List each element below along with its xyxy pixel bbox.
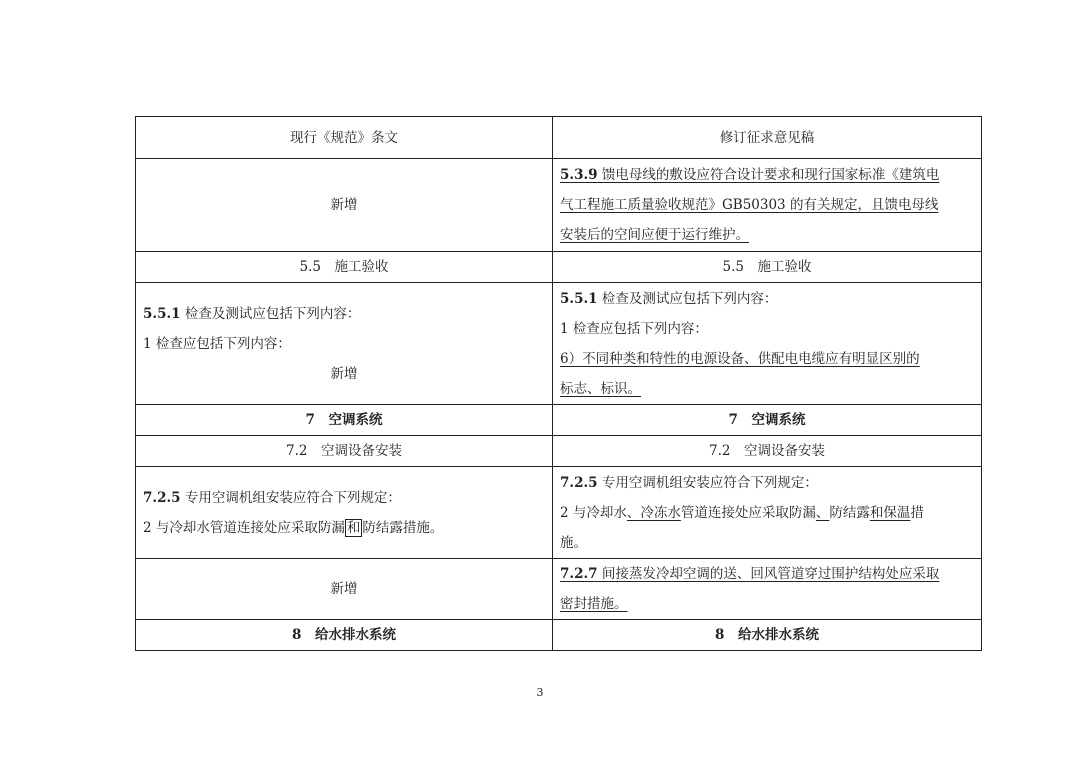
cell-new-727: 新增: [136, 559, 553, 620]
table-header-row: [136, 117, 982, 159]
clause-551-right-line2: 1 检查应包括下列内容：: [560, 320, 708, 337]
cell-new-539: 新增: [136, 159, 553, 252]
table-row: [136, 436, 982, 467]
clause-539-line1: 5.3.9 馈电母线的敷设应符合设计要求和现行国家标准《建筑电: [560, 167, 940, 183]
cell-551-revision: [553, 283, 982, 405]
cell-727-revision: [553, 559, 982, 620]
table-row: [136, 405, 982, 436]
clause-551-left-line2: 1 检查应包括下列内容：: [143, 335, 291, 352]
clause-727-line2: 密封措施。: [560, 596, 628, 612]
clause-539-line3: 安装后的空间应便于运行维护。: [560, 227, 749, 243]
clause-539-line2: 气工程施工质量验收规范》GB50303 的有关规定，且馈电母线: [560, 197, 939, 213]
table-row: [136, 620, 982, 651]
comparison-table: [135, 116, 982, 651]
cell-new-551: 新增: [330, 365, 358, 382]
clause-725-right-line1: 7.2.5 专用空调机组安装应符合下列规定：: [560, 474, 818, 491]
clause-725-left-line2: 2 与冷却水管道连接处应采取防漏 和 防结露措施。: [143, 519, 444, 536]
table-row: [136, 559, 982, 620]
cell-551-current: [136, 283, 553, 405]
chapter-8-left: 8 给水排水系统: [136, 620, 553, 651]
page-number: 3: [536, 686, 544, 699]
table-row: [136, 467, 982, 559]
table-row: [136, 159, 982, 252]
chapter-7-left: 7 空调系统: [136, 405, 553, 436]
clause-551-left-line1: 5.5.1 检查及测试应包括下列内容：: [143, 305, 361, 322]
chapter-7-right: 7 空调系统: [553, 405, 982, 436]
header-revision-draft: 修订征求意见稿: [553, 117, 982, 159]
clause-551-right-line1: 5.5.1 检查及测试应包括下列内容：: [560, 290, 778, 307]
cell-725-revision: [553, 467, 982, 559]
table-row: [136, 252, 982, 283]
cell-725-current: [136, 467, 553, 559]
section-72-left: 7.2 空调设备安装: [136, 436, 553, 467]
deleted-word-box: 和: [346, 519, 361, 536]
clause-551-right-line3: 6）不同种类和特性的电源设备、供配电电缆应有明显区别的: [560, 350, 920, 367]
table-row: [136, 283, 982, 405]
cell-539-revision: [553, 159, 982, 252]
clause-725-left-line1: 7.2.5 专用空调机组安装应符合下列规定：: [143, 489, 401, 506]
clause-725-right-line2: 2 与冷却水、冷冻水管道连接处应采取防漏、防结露和保温措: [560, 504, 924, 521]
section-55-left: 5.5 施工验收: [136, 252, 553, 283]
clause-725-right-line3: 施。: [560, 534, 587, 551]
chapter-8-right: 8 给水排水系统: [553, 620, 982, 651]
section-55-right: 5.5 施工验收: [553, 252, 982, 283]
clause-551-right-line4: 标志、标识。: [560, 380, 641, 397]
clause-727-line1: 7.2.7 间接蒸发冷却空调的送、回风管道穿过围护结构处应采取: [560, 566, 940, 582]
header-current-clause: 现行《规范》条文: [136, 117, 553, 159]
section-72-right: 7.2 空调设备安装: [553, 436, 982, 467]
